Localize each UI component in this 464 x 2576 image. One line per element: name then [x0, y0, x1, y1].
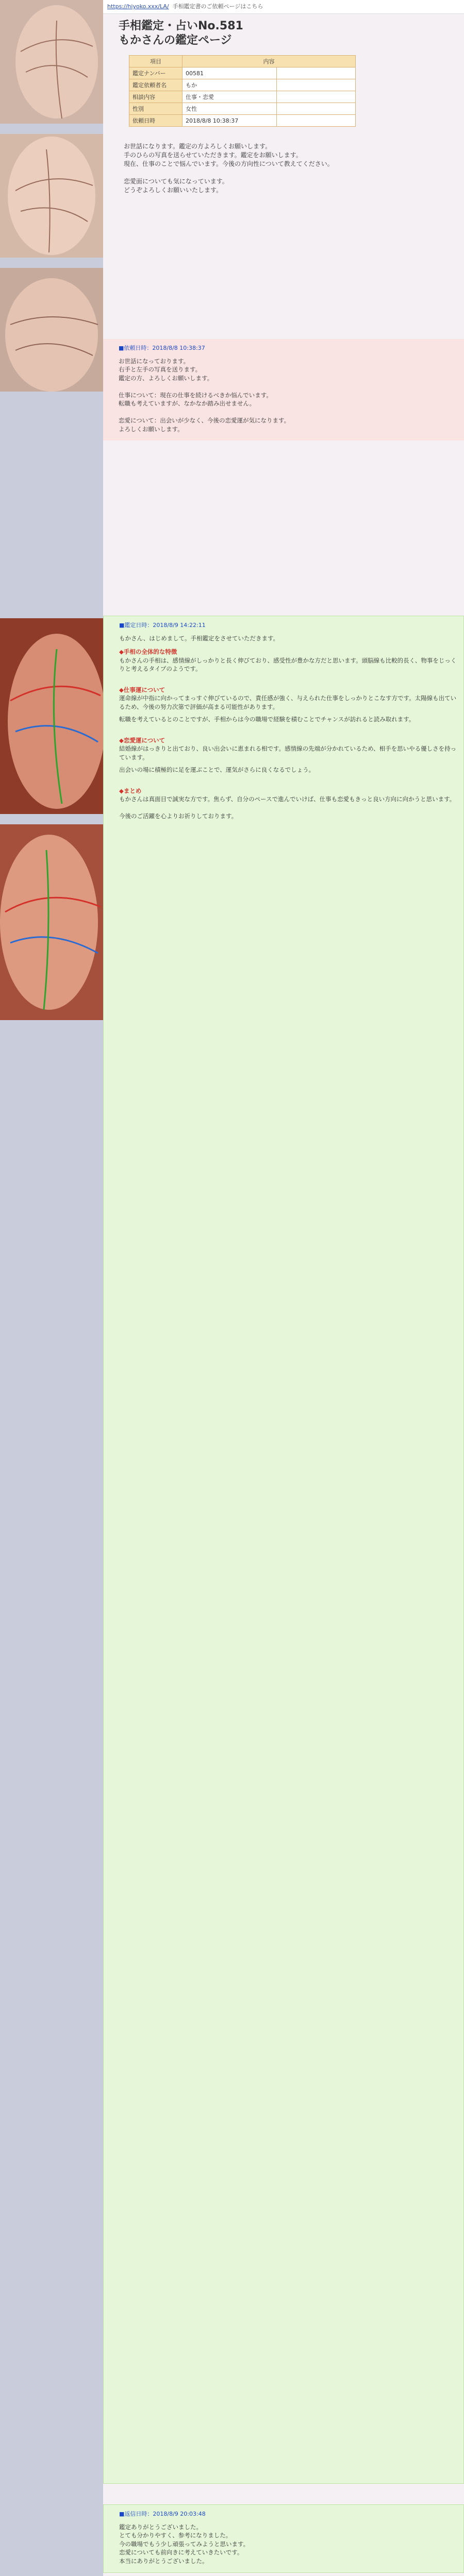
- request-line: [119, 382, 460, 391]
- section-text: もかさんは真面目で誠実な方です。焦らず、自分のペースで進んでいけば、仕事も恋愛もきっと良い方向に向かうと思います。: [119, 795, 456, 803]
- reply-line: 鑑定ありがとうございました。: [119, 2523, 202, 2531]
- intro-paragraph: 恋愛面についても気になっています。: [124, 178, 228, 185]
- table-row: [129, 91, 356, 103]
- table-header: 項目: [129, 56, 183, 67]
- section-text: 運命線が中指に向かってまっすぐ伸びているので、責任感が強く、与えられた仕事をしっかりとこなす方です。太陽線も出ているため、今後の努力次第で評価が高まる可能性があります。: [119, 694, 457, 710]
- section-title: ◆仕事運について: [119, 686, 165, 693]
- intro-paragraph: お世話になります。鑑定の方よろしくお願いします。: [124, 143, 272, 150]
- table-note: [277, 79, 356, 91]
- request-line: よろしくお願いします。: [119, 425, 184, 433]
- table-key: 依頼日時: [129, 115, 183, 127]
- section-text: 転職を考えているとのことですが、手相からは今の職場で経験を積むことでチャンスが訪れると読み取れます。: [119, 716, 415, 723]
- section-title: ◆手相の全体的な特徴: [119, 648, 177, 655]
- reading-header: ■鑑定日時：2018/8/9 14:22:11: [119, 622, 206, 629]
- table-row: [129, 103, 356, 115]
- top-bar-text: 手相鑑定書のご依頼ページはこちら: [172, 3, 263, 10]
- table-header: 内容: [183, 56, 356, 67]
- table-note: [277, 91, 356, 103]
- reply-line: 恋愛についても前向きに考えていきたいです。: [119, 2549, 243, 2556]
- page-title: 手相鑑定・占いNo.581: [119, 20, 243, 32]
- table-key: 性別: [129, 103, 183, 115]
- table-key: 相談内容: [129, 91, 183, 103]
- table-row: [129, 115, 356, 127]
- reply-line: とても分かりやすく、参考になりました。: [119, 2532, 232, 2539]
- request-line: [119, 408, 460, 417]
- table-key: 鑑定依頼者名: [129, 79, 183, 91]
- info-table: [129, 55, 356, 127]
- palm-photo-5: [0, 824, 103, 1020]
- intro-text: [103, 142, 464, 195]
- table-row: [129, 67, 356, 79]
- table-note: [277, 115, 356, 127]
- reply-line: 本当にありがとうございました。: [119, 2557, 208, 2565]
- table-note: [277, 103, 356, 115]
- site-link[interactable]: https://hiyoko.xxx/LA/: [107, 3, 169, 10]
- request-line: 恋愛について：出会いが少なく、今後の恋愛運が気になります。: [119, 417, 290, 424]
- top-bar: [103, 0, 464, 14]
- page-subtitle: もかさんの鑑定ページ: [119, 34, 232, 47]
- table-row: [129, 79, 356, 91]
- section-text: 出会いの場に積極的に足を運ぶことで、運気がさらに良くなるでしょう。: [119, 766, 315, 773]
- table-value: 女性: [183, 103, 277, 115]
- reading-closing: 今後のご活躍を心よりお祈りしております。: [119, 812, 238, 820]
- intro-paragraph: 現在、仕事のことで悩んでいます。今後の方向性について教えてください。: [124, 160, 334, 167]
- section-text: 結婚線がはっきりと出ており、良い出会いに恵まれる相です。感情線の先端が分かれているため、相手を思いやる優しさを持っています。: [119, 745, 457, 761]
- section-title: ◆まとめ: [119, 787, 142, 794]
- request-line: 仕事について：現在の仕事を続けるべきか悩んでいます。: [119, 391, 272, 399]
- palm-photo-4: [0, 618, 103, 814]
- section-title: ◆恋愛運について: [119, 736, 165, 744]
- request-line: 転職も考えていますが、なかなか踏み出せません。: [119, 400, 256, 407]
- section-text: もかさんの手相は、感情線がしっかりと長く伸びており、感受性が豊かな方だと思います。頭脳線も比較的長く、物事をじっくりと考えるタイプのようです。: [119, 656, 457, 672]
- table-header-row: [129, 56, 356, 67]
- palm-photo-3: [0, 268, 103, 392]
- request-box: [103, 339, 464, 440]
- reading-greeting: もかさん、はじめまして。手相鑑定をさせていただきます。: [119, 634, 279, 642]
- table-value: 仕事・恋愛: [183, 91, 277, 103]
- left-image-column: [0, 0, 103, 2576]
- palm-photo-2: [0, 134, 103, 258]
- reply-header: ■返信日時：2018/8/9 20:03:48: [119, 2511, 206, 2517]
- request-line: 右手と左手の写真を送ります。: [119, 366, 202, 373]
- palm-photo-1: [0, 0, 103, 124]
- table-note: [277, 67, 356, 79]
- intro-paragraph: 手のひらの写真を送らせていただきます。鑑定をお願いします。: [124, 151, 302, 159]
- table-value: もか: [183, 79, 277, 91]
- request-line: 鑑定の方、よろしくお願いします。: [119, 374, 213, 382]
- table-value: 2018/8/8 10:38:37: [183, 115, 277, 127]
- request-header: ■依頼日時：2018/8/8 10:38:37: [119, 345, 205, 351]
- table-key: 鑑定ナンバー: [129, 67, 183, 79]
- reply-box: [103, 2504, 464, 2573]
- intro-paragraph: どうぞよろしくお願いいたします。: [124, 187, 223, 194]
- main-content: [103, 0, 464, 2576]
- request-line: お世話になっております。: [119, 357, 190, 365]
- table-value: 00581: [183, 67, 277, 79]
- reply-line: 今の職場でもう少し頑張ってみようと思います。: [119, 2540, 250, 2548]
- reading-box: [103, 616, 464, 2484]
